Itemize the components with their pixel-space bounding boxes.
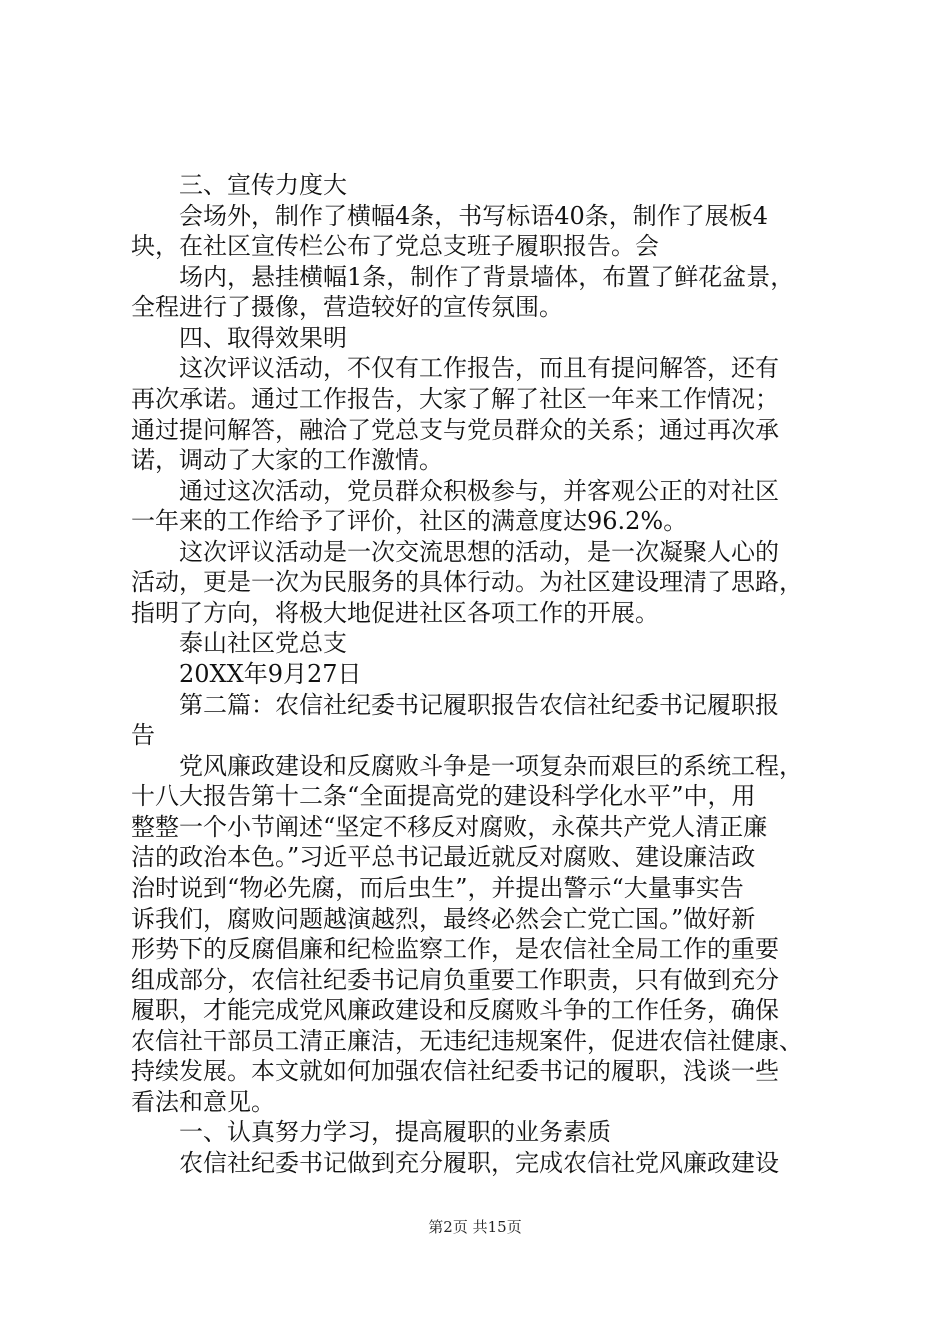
paragraph-line: 诺，调动了大家的工作激情。 xyxy=(131,446,443,474)
paragraph-line: 组成部分，农信社纪委书记肩负重要工作职责，只有做到充分 xyxy=(131,966,779,994)
paragraph-line: 指明了方向，将极大地促进社区各项工作的开展。 xyxy=(131,599,659,627)
paragraph-line: 十八大报告第十二条“全面提高党的建设科学化水平”中，用 xyxy=(131,782,756,810)
chapter-title: 告 xyxy=(131,721,155,749)
paragraph-line: 履职，才能完成党风廉政建设和反腐败斗争的工作任务，确保 xyxy=(131,996,779,1024)
paragraph-line: 块，在社区宣传栏公布了党总支班子履职报告。会 xyxy=(131,232,659,260)
paragraph-line: 诉我们，腐败问题越演越烈，最终必然会亡党亡国。”做好新 xyxy=(131,905,756,933)
paragraph-line: 一年来的工作给予了评价，社区的满意度达96.2%。 xyxy=(131,507,688,535)
signature-organization: 泰山社区党总支 xyxy=(179,629,347,657)
paragraph-line: 会场外，制作了横幅4条，书写标语40条，制作了展板4 xyxy=(179,202,769,230)
paragraph-line: 治时说到“物必先腐，而后虫生”，并提出警示“大量事实告 xyxy=(131,874,744,902)
paragraph-line: 党风廉政建设和反腐败斗争是一项复杂而艰巨的系统工程， xyxy=(179,752,803,780)
paragraph-line: 这次评议活动，不仅有工作报告，而且有提问解答，还有 xyxy=(179,354,779,382)
section-heading: 三、宣传力度大 xyxy=(179,171,347,199)
paragraph-line: 形势下的反腐倡廉和纪检监察工作，是农信社全局工作的重要 xyxy=(131,935,779,963)
paragraph-line: 这次评议活动是一次交流思想的活动，是一次凝聚人心的 xyxy=(179,538,779,566)
paragraph-line: 看法和意见。 xyxy=(131,1088,275,1116)
paragraph-line: 农信社干部员工清正廉洁，无违纪违规案件，促进农信社健康、 xyxy=(131,1027,803,1055)
page-footer: 第2页 共15页 xyxy=(428,1218,522,1236)
paragraph-line: 通过提问解答，融洽了党总支与党员群众的关系；通过再次承 xyxy=(131,416,779,444)
chapter-title: 第二篇：农信社纪委书记履职报告农信社纪委书记履职报 xyxy=(179,691,779,719)
paragraph-line: 通过这次活动，党员群众积极参与，并客观公正的对社区 xyxy=(179,477,779,505)
paragraph-line: 持续发展。本文就如何加强农信社纪委书记的履职，浅谈一些 xyxy=(131,1057,779,1085)
paragraph-line: 全程进行了摄像，营造较好的宣传氛围。 xyxy=(131,293,563,321)
paragraph-line: 活动，更是一次为民服务的具体行动。为社区建设理清了思路， xyxy=(131,568,803,596)
section-heading: 四、取得效果明 xyxy=(179,324,347,352)
section-heading: 一、认真努力学习，提高履职的业务素质 xyxy=(179,1118,611,1146)
paragraph-line: 整整一个小节阐述“坚定不移反对腐败，永葆共产党人清正廉 xyxy=(131,813,768,841)
paragraph-line: 场内，悬挂横幅1条，制作了背景墙体，布置了鲜花盆景， xyxy=(179,263,795,291)
signature-date: 20XX年9月27日 xyxy=(179,660,362,688)
paragraph-line: 再次承诺。通过工作报告，大家了解了社区一年来工作情况； xyxy=(131,385,779,413)
paragraph-line: 农信社纪委书记做到充分履职，完成农信社党风廉政建设 xyxy=(179,1149,779,1177)
paragraph-line: 洁的政治本色。”习近平总书记最近就反对腐败、建设廉洁政 xyxy=(131,843,756,871)
